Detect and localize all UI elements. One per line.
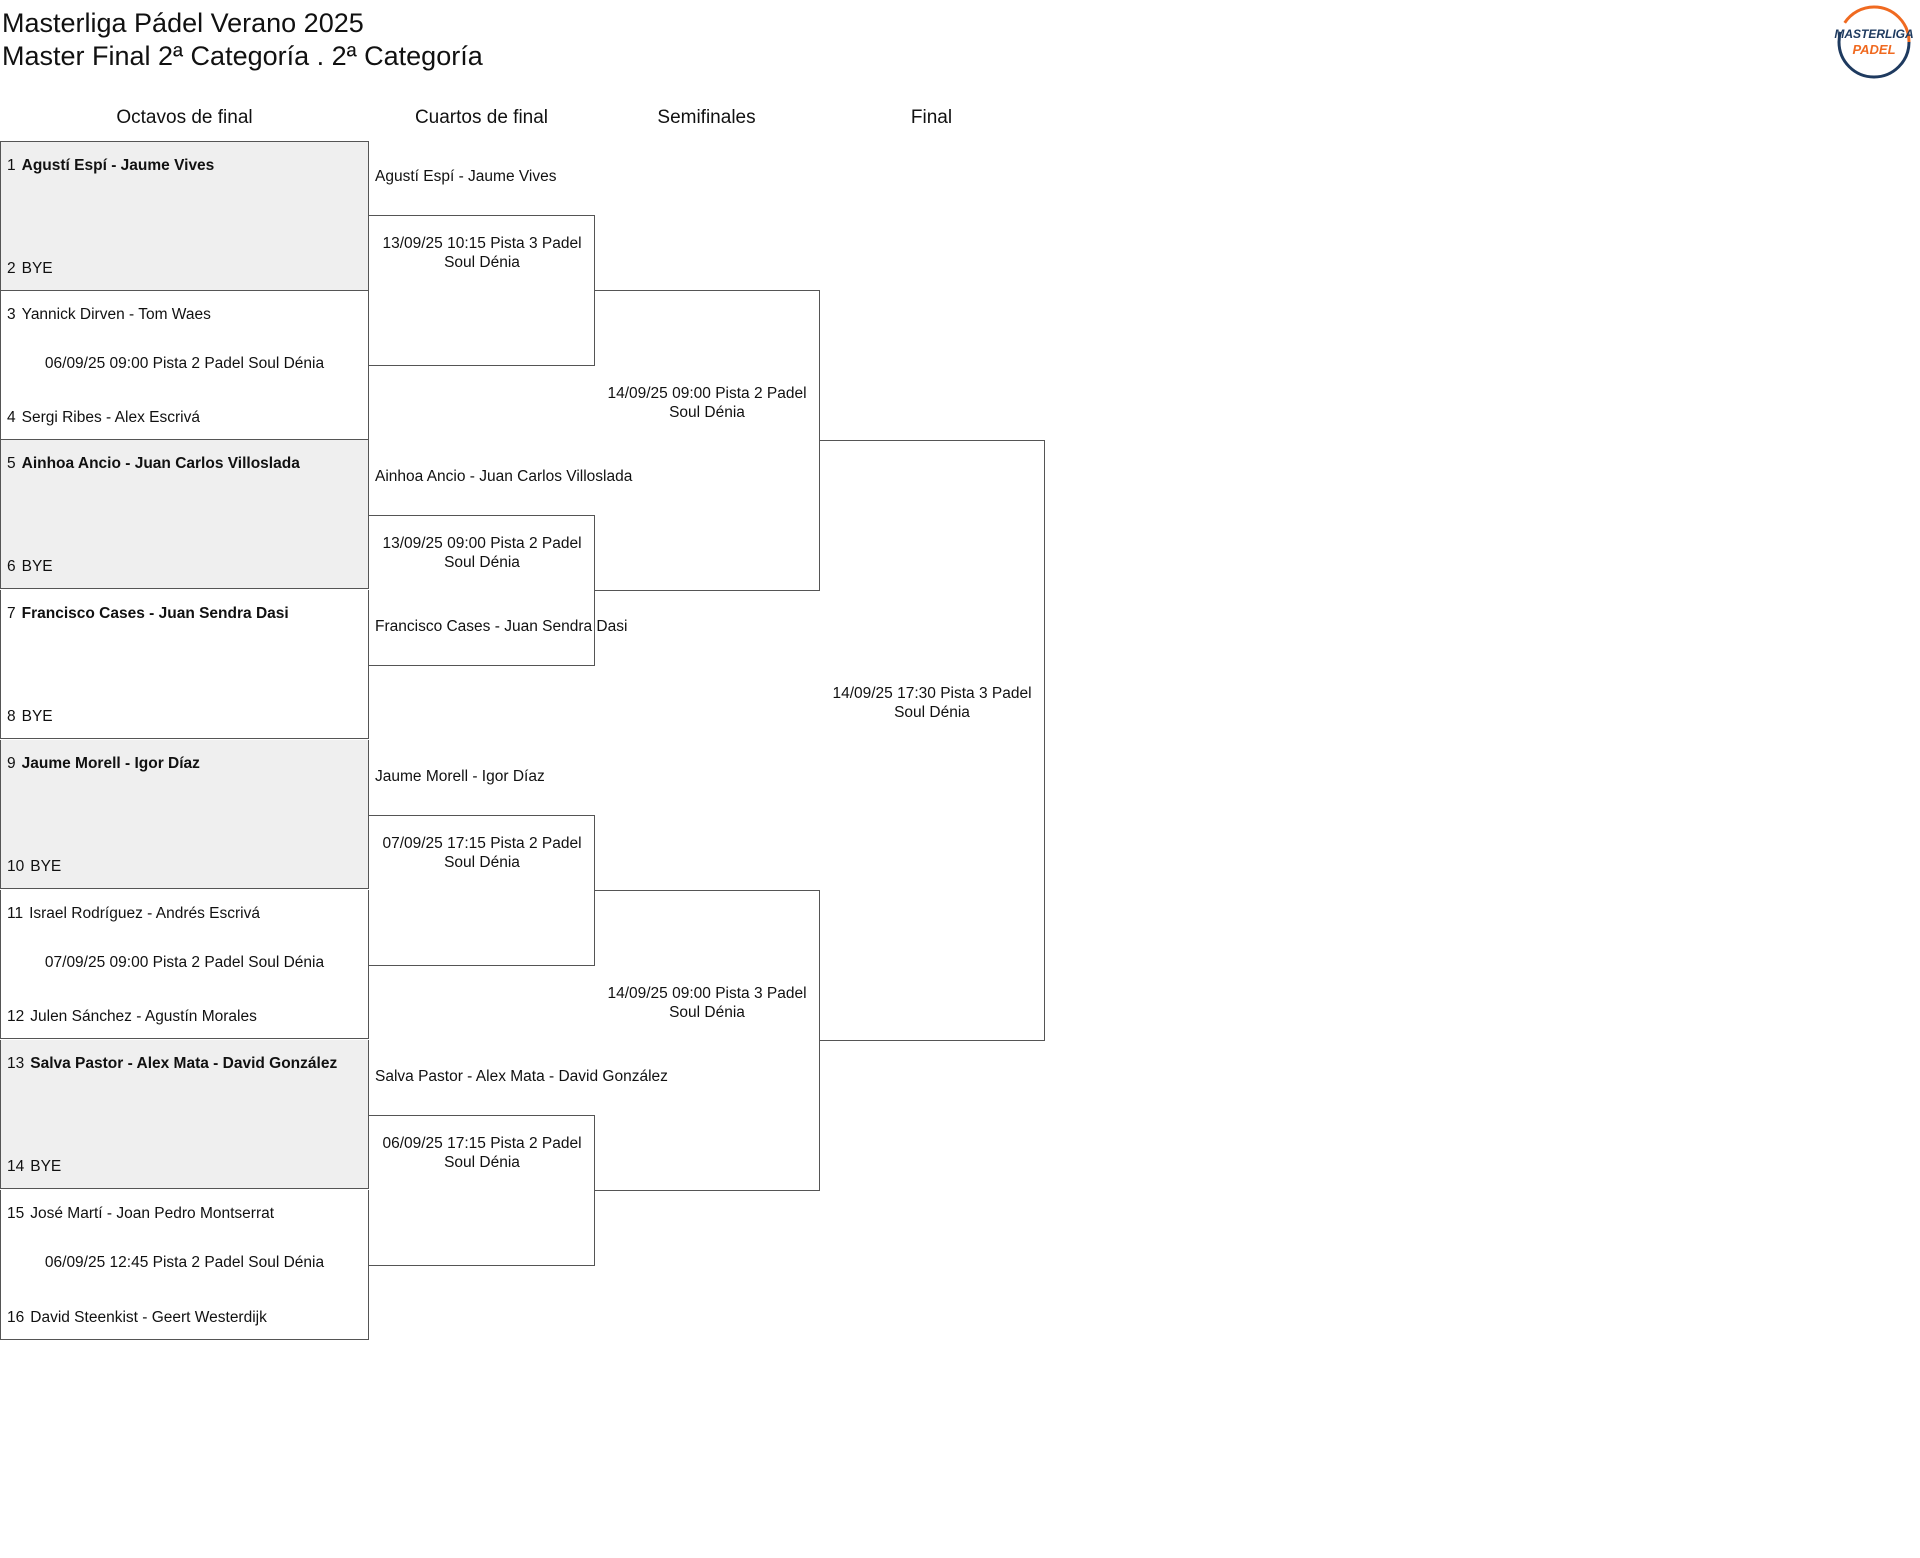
match-schedule: 14/09/25 09:00 Pista 3 Padel Soul Dénia — [607, 985, 807, 1021]
match-octavos-4[interactable] — [0, 590, 369, 739]
team-slot: 2 BYE — [7, 260, 53, 277]
match-semifinal-1[interactable] — [594, 290, 820, 591]
match-octavos-3[interactable] — [0, 440, 369, 589]
match-semifinal-2[interactable] — [594, 890, 820, 1191]
match-schedule: 13/09/25 10:15 Pista 3 Padel Soul Dénia — [382, 235, 582, 271]
svg-text:MASTERLIGA: MASTERLIGA — [1834, 27, 1914, 41]
team-slot: 16 David Steenkist - Geert Westerdijk — [7, 1309, 267, 1326]
team-slot: 10 BYE — [7, 858, 62, 875]
match-octavos-7[interactable] — [0, 1040, 369, 1189]
tournament-title: Masterliga Pádel Verano 2025 — [2, 8, 364, 38]
match-octavos-5[interactable] — [0, 740, 369, 889]
team-slot: 3 Yannick Dirven - Tom Waes — [7, 306, 211, 323]
match-octavos-8[interactable] — [0, 1190, 369, 1340]
advanced-team: Agustí Espí - Jaume Vives — [375, 168, 557, 185]
team-slot: 9 Jaume Morell - Igor Díaz — [7, 755, 200, 772]
team-slot: 14 BYE — [7, 1158, 62, 1175]
match-schedule: 14/09/25 09:00 Pista 2 Padel Soul Dénia — [607, 385, 807, 421]
advanced-team: Francisco Cases - Juan Sendra Dasi — [375, 618, 628, 635]
match-final[interactable] — [819, 440, 1045, 1041]
match-schedule: 07/09/25 17:15 Pista 2 Padel Soul Dénia — [382, 835, 582, 871]
match-schedule: 14/09/25 17:30 Pista 3 Padel Soul Dénia — [832, 685, 1032, 721]
team-slot: 1 Agustí Espí - Jaume Vives — [7, 157, 215, 174]
svg-text:PADEL: PADEL — [1852, 42, 1896, 57]
team-slot: 4 Sergi Ribes - Alex Escrivá — [7, 409, 200, 426]
match-octavos-1[interactable] — [0, 141, 369, 291]
match-schedule: 06/09/25 17:15 Pista 2 Padel Soul Dénia — [382, 1135, 582, 1171]
match-octavos-6[interactable] — [0, 890, 369, 1039]
match-schedule: 06/09/25 12:45 Pista 2 Padel Soul Dénia — [44, 1254, 325, 1271]
team-slot: 15 José Martí - Joan Pedro Montserrat — [7, 1205, 275, 1222]
team-slot: 13 Salva Pastor - Alex Mata - David González — [7, 1055, 338, 1072]
match-schedule: 07/09/25 09:00 Pista 2 Padel Soul Dénia — [44, 954, 325, 971]
round-header-semifinales: Semifinales — [657, 107, 756, 128]
team-slot: 6 BYE — [7, 558, 53, 575]
advanced-team: Ainhoa Ancio - Juan Carlos Villoslada — [375, 468, 633, 485]
team-slot: 12 Julen Sánchez - Agustín Morales — [7, 1008, 257, 1025]
team-slot: 5 Ainhoa Ancio - Juan Carlos Villoslada — [7, 455, 300, 472]
team-slot: 7 Francisco Cases - Juan Sendra Dasi — [7, 605, 289, 622]
match-schedule: 06/09/25 09:00 Pista 2 Padel Soul Dénia — [44, 355, 325, 372]
round-header-octavos: Octavos de final — [116, 107, 253, 128]
round-header-final: Final — [910, 107, 953, 128]
category-subtitle: Master Final 2ª Categoría . 2ª Categoría — [2, 41, 483, 71]
match-schedule: 13/09/25 09:00 Pista 2 Padel Soul Dénia — [382, 535, 582, 571]
advanced-team: Salva Pastor - Alex Mata - David González — [375, 1068, 668, 1085]
team-slot: 11 Israel Rodríguez - Andrés Escrivá — [7, 905, 260, 922]
advanced-team: Jaume Morell - Igor Díaz — [375, 768, 545, 785]
team-slot: 8 BYE — [7, 708, 53, 725]
round-header-cuartos: Cuartos de final — [414, 107, 549, 128]
match-octavos-2[interactable] — [0, 291, 369, 440]
masterliga-logo — [1834, 2, 1914, 82]
